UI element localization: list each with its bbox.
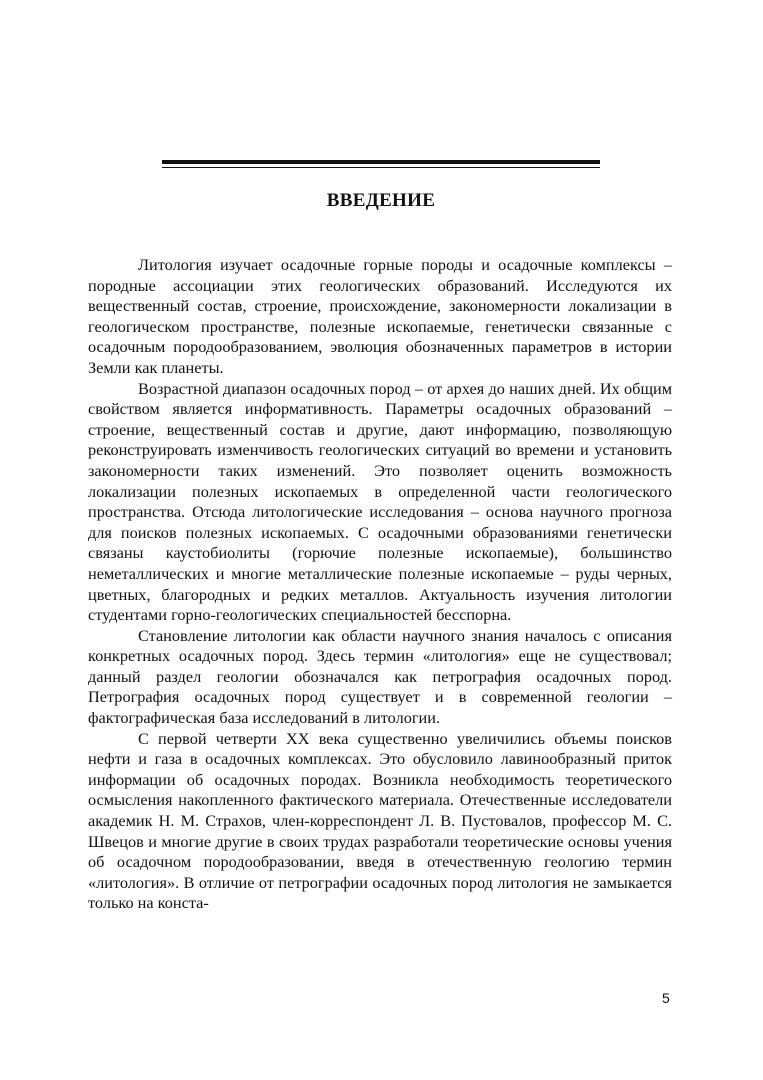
body-text <box>88 255 672 914</box>
paragraph-4: С первой четверти XX века существенно увеличились объемы поисков нефти и газа в осадочных комплексах. Это обусловило лавинообразный приток информации об осадочных породах. Возникла необходимость теоретического осмысления накопленного фактического материала. Отечественные исследователи академик Н. М. Страхов, член-корреспондент Л. В. Пустовалов, профессор М. С. Швецов и многие другие в своих трудах разработали теоретические основы учения об осадочном породообразовании, введя в отечественную геологию термин «литология». В отличие от петрографии осадочных пород литология не замыкается только на конста- <box>88 728 672 913</box>
paragraph-3: Становление литологии как области научного знания началось с описания конкретных осадочных пород. Здесь термин «литология» еще не существовал; данный раздел геологии обозначался как петрография осадочных пород. Петрография осадочных пород существует и в современной геологии – фактографическая база исследований в литологии. <box>88 625 672 728</box>
paragraph-1: Литология изучает осадочные горные породы и осадочные комплексы – породные ассоциации этих геологических образований. Исследуются их вещественный состав, строение, происхождение, закономерности локализации в геологическом пространстве, полезные ископаемые, генетически связанные с осадочным породообразованием, эволюция обозначенных параметров в истории Земли как планеты. <box>88 255 672 377</box>
page-title: ВВЕДЕНИЕ <box>326 190 436 211</box>
paragraph-2: Возрастной диапазон осадочных пород – от архея до наших дней. Их общим свойством является информативность. Параметры осадочных образований – строение, вещественный состав и другие, дают информацию, позволяющую реконструировать изменчивость геологических ситуаций во времени и установить закономерности таких изменений. Это позволяет оценить возможность локализации полезных ископаемых в определенной части геологического пространства. Отсюда литологические исследования – основа научного прогноза для поисков полезных ископаемых. С осадочными образованиями генетически связаны каустобиолиты (горючие полезные ископаемые), большинство неметаллических и многие металлические полезные ископаемые – руды черных, цветных, благородных и редких металлов. Актуальность изучения литологии студентами горно-геологических специальностей бесспорна. <box>88 378 672 625</box>
page-number: 5 <box>662 990 670 1006</box>
title-rule-thick <box>162 160 600 164</box>
title-rule-thin <box>162 167 600 168</box>
